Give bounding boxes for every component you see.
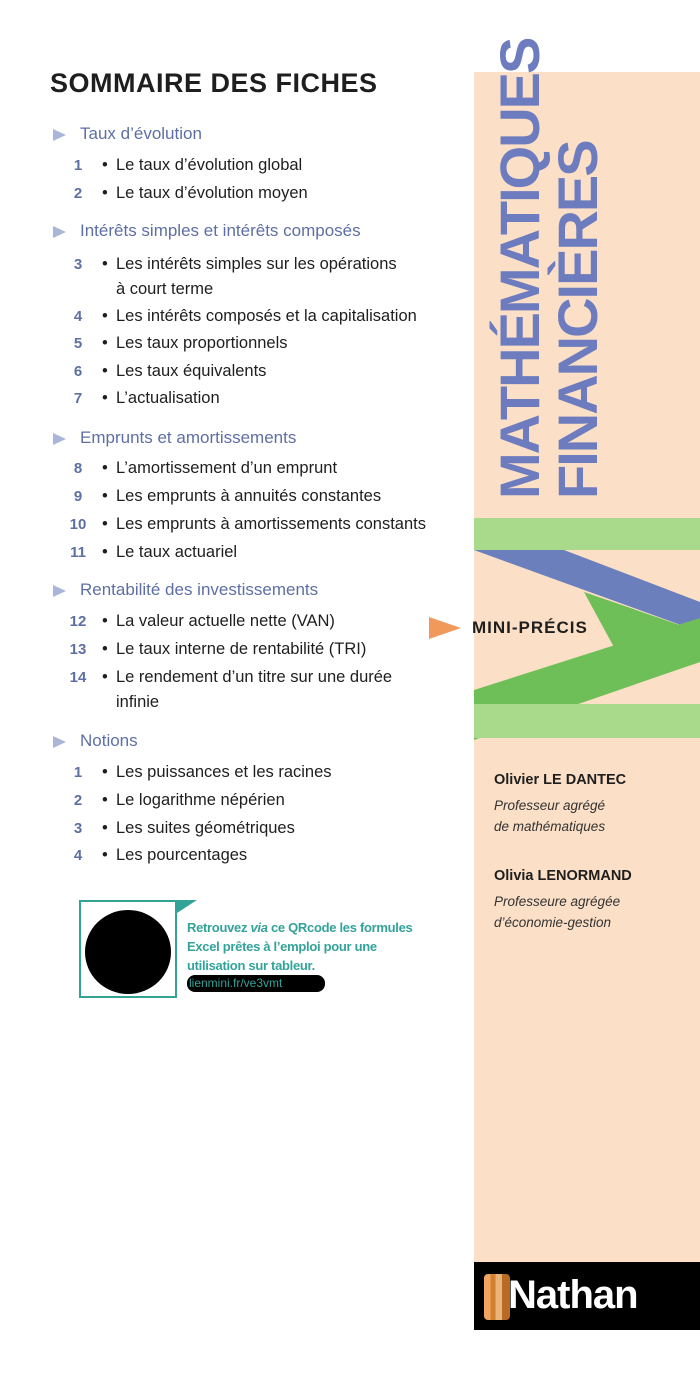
toc-item-text [116,609,446,634]
bullet: • [102,543,108,561]
qr-caption: Retrouvez via ce QRcode les formules Excel prêtes à l’emploi pour une utilisation sur tableur. [187,920,413,973]
toc-item-text [116,637,446,662]
bullet: • [102,819,108,837]
toc-item-number: 1 [73,157,83,174]
toc-item-number: 11 [70,544,86,561]
bullet: • [102,334,108,352]
toc-item-line: Le rendement d’un titre sur une durée [116,668,393,686]
toc-item-number: 9 [73,488,83,505]
toc-item-line: Les intérêts composés et la capitalisation [116,307,417,325]
author-name: Olivier LE DANTEC [494,772,627,788]
toc-item-line: Les pourcentages [116,846,248,864]
author-role-line: Professeur agrégé [494,798,606,813]
toc-section-title: Taux d’évolution [80,124,202,143]
toc-item-text [116,843,446,868]
author-1 [494,772,694,837]
author-role-line: de mathématiques [494,819,606,834]
bullet: • [102,362,108,380]
bullet: • [102,846,108,864]
toc-item-line: Le taux interne de rentabilité (TRI) [116,640,367,658]
toc-item-line: à court terme [116,280,214,298]
toc-section-title: Emprunts et amortissements [80,428,297,447]
toc-item-number: 2 [73,792,83,809]
bullet: • [102,668,108,686]
cover-panel [474,38,700,1330]
toc-item-line: Les emprunts à amortissements constants [116,515,426,533]
toc-item-text [116,386,446,411]
toc-item-number: 4 [73,308,83,325]
author-role-line: d’économie-gestion [494,915,612,930]
toc-item-line: Le logarithme népérien [116,791,285,809]
bullet: • [102,487,108,505]
toc-item-line: Les emprunts à annuités constantes [116,487,382,505]
toc-title: SOMMAIRE DES FICHES [50,68,378,98]
toc-item-line: L’actualisation [116,389,220,407]
bullet: • [102,156,108,174]
toc-item-line: Le taux actuariel [116,543,238,561]
toc-item-line: Le taux d’évolution moyen [116,184,308,202]
toc-item-number: 10 [69,516,87,533]
toc-item-number: 4 [73,847,83,864]
toc-item-number: 6 [73,363,83,380]
toc-item-text [116,456,446,481]
toc-item-text [116,816,446,841]
toc-item-number: 3 [73,256,83,273]
toc-item-text [116,252,446,302]
toc-item-number: 3 [73,820,83,837]
toc-item-line: La valeur actuelle nette (VAN) [116,612,335,630]
bullet: • [102,763,108,781]
toc-item-number: 7 [73,390,83,407]
toc-item-number: 1 [73,764,83,781]
toc-item-number: 12 [69,613,87,630]
publisher-logo-icon [484,1274,510,1320]
toc-item-line: Les taux équivalents [116,362,267,380]
qr-link[interactable]: lienmini.fr/ve3vmt [187,975,325,992]
toc-item-text [116,304,446,329]
bullet: • [102,515,108,533]
bullet: • [102,389,108,407]
toc-item-text [116,331,446,356]
section-arrow-icon [53,433,66,445]
toc-section-title: Intérêts simples et intérêts composés [80,221,361,240]
toc-section-title: Rentabilité des investissements [80,580,319,599]
bullet: • [102,791,108,809]
author-name: Olivia LENORMAND [494,868,632,884]
title-line-1: MATHÉMATIQUES [488,38,551,499]
bullet: • [102,184,108,202]
toc-item-text [116,760,446,785]
toc-item-text [116,540,446,565]
toc-item-line: Les taux proportionnels [116,334,288,352]
author-role-line: Professeure agrégée [494,894,621,909]
bullet: • [102,640,108,658]
toc-item-number: 5 [73,335,83,352]
toc-item-number: 13 [69,641,87,658]
section-arrow-icon [53,129,66,141]
toc-item-line: Les intérêts simples sur les opérations [116,255,397,273]
toc-section-title: Notions [80,731,138,750]
green-band-bottom [474,704,700,738]
toc-item-line: infinie [116,693,160,711]
author-2 [494,868,694,933]
toc-item-text [116,665,446,715]
toc-item-text [116,484,446,509]
toc-item-line: Les puissances et les racines [116,763,332,781]
green-band-top-strip [474,518,700,550]
toc-item-line: L’amortissement d’un emprunt [116,459,338,477]
qr-corner-triangle-icon [177,900,197,913]
toc-item-text [116,153,446,178]
section-arrow-icon [53,585,66,597]
toc-item-text [116,512,446,537]
toc-item-number: 14 [69,669,87,686]
series-label: MINI-PRÉCIS [472,618,588,637]
series-arrow-icon [429,617,461,639]
toc-item-number: 2 [73,185,83,202]
bullet: • [102,612,108,630]
title-line-2: FINANCIÈRES [546,141,609,499]
toc-item-line: Les suites géométriques [116,819,295,837]
toc-item-number: 8 [73,460,83,477]
section-arrow-icon [53,226,66,238]
toc-item-line: Le taux d’évolution global [116,156,303,174]
bullet: • [102,307,108,325]
publisher-bar [474,1262,700,1330]
toc-item-text [116,359,446,384]
toc-item-text [116,181,446,206]
qr-code[interactable] [79,900,177,998]
bullet: • [102,255,108,273]
section-arrow-icon [53,736,66,748]
qr-redaction [85,910,171,994]
toc-item-text [116,788,446,813]
publisher-name: Nathan [508,1273,638,1317]
bullet: • [102,459,108,477]
